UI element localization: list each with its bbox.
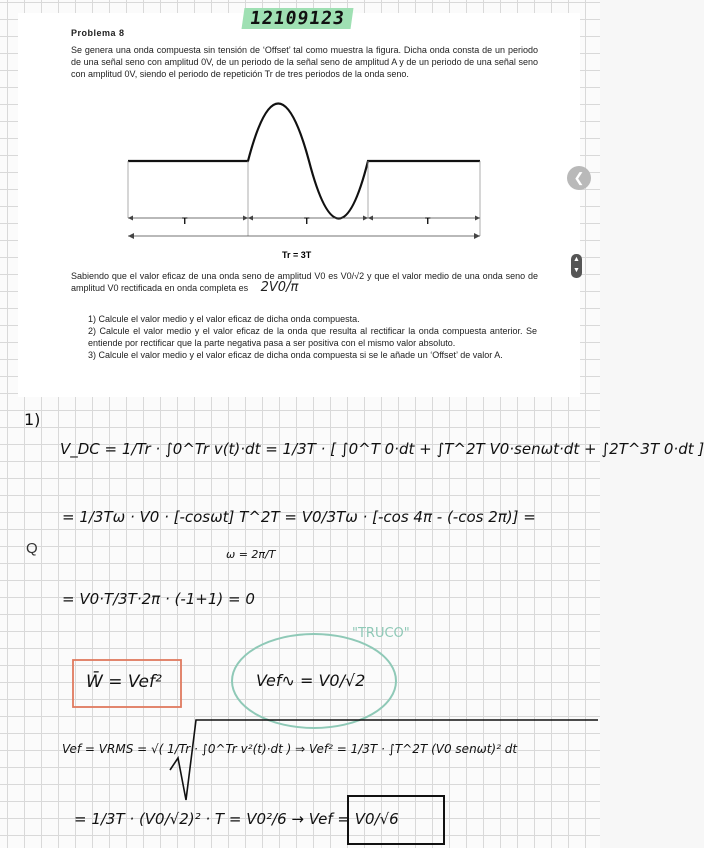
- trick-label: "TRUCO": [352, 626, 410, 641]
- problem-title: Problema 8: [71, 28, 125, 38]
- question-1: 1) Calcule el valor medio y el valor eficaz de dicha onda compuesta.: [88, 314, 360, 324]
- waveform-figure: [122, 96, 502, 266]
- note-omega: ω = 2π/T: [226, 548, 276, 561]
- waveform-line: [128, 104, 480, 219]
- note-item-number: 1): [24, 410, 41, 429]
- header-tag: 12109123: [242, 8, 354, 29]
- problem-note: [71, 270, 538, 294]
- note-handwritten-answer: 2V0/π: [260, 280, 299, 295]
- boxed-identity: W̄ = Vef²: [86, 672, 162, 692]
- circled-identity: Vef∿ = V0/√2: [256, 671, 366, 690]
- note-line-2: = 1/3Tω · V0 · [-cosωt] T^2T = V0/3Tω · [-cos 4π - (-cos 2π)] =: [62, 508, 536, 526]
- scroll-handle[interactable]: ▲ ▼: [571, 254, 582, 278]
- question-list: [88, 313, 537, 361]
- question-2: 2) Calcule el valor medio y el valor eficaz de la onda que resulta al rectificar la onda compuesta anterior. Se entiende por rectificar que la parte negativa pasa a ser positiva con el mismo valor absoluto.: [88, 326, 537, 348]
- note-line-3: = V0·T/3T·2π · (-1+1) = 0: [62, 590, 255, 608]
- segment-label-1: T: [182, 216, 188, 226]
- question-3: 3) Calcule el valor medio y el valor eficaz de dicha onda compuesta si se le añade un ‘Offset’ de valor A.: [88, 350, 503, 360]
- problem-note-text: Sabiendo que el valor eficaz de una onda seno de amplitud V0 es V0/√2 y que el valor medio de una onda seno de amplitud V0 rectificada en onda completa es: [71, 271, 538, 293]
- segment-label-3: T: [425, 216, 431, 226]
- problem-intro: Se genera una onda compuesta sin tensión de ‘Offset’ tal como muestra la figura. Dicha onda consta de un periodo de una señal seno con amplitud 0V, de un periodo de la señal seno de amplitud A y de un periodo de una señal seno con amplitud 0V, siendo el periodo de repetición Tr de tres periodos de la onda seno.: [71, 45, 538, 79]
- margin-mark: Q: [26, 540, 38, 557]
- note-line-1: V_DC = 1/Tr · ∫0^Tr v(t)·dt = 1/3T · [ ∫0^T 0·dt + ∫T^2T V0·senωt·dt + ∫2T^3T 0·dt ]: [60, 440, 704, 458]
- handwriting-decorations: [0, 398, 600, 848]
- note-line-5: = 1/3T · (V0/√2)² · T = V0²/6 → Vef = V0/√6: [74, 810, 399, 828]
- side-collapse-button[interactable]: ❮: [567, 166, 591, 190]
- total-period-label: Tr = 3T: [282, 250, 312, 260]
- segment-label-2: T: [304, 216, 310, 226]
- note-line-4: Vef = VRMS = √( 1/Tr · ∫0^Tr v²(t)·dt ) ⇒ Vef² = 1/3T · ∫T^2T (V0 senωt)² dt: [62, 742, 518, 756]
